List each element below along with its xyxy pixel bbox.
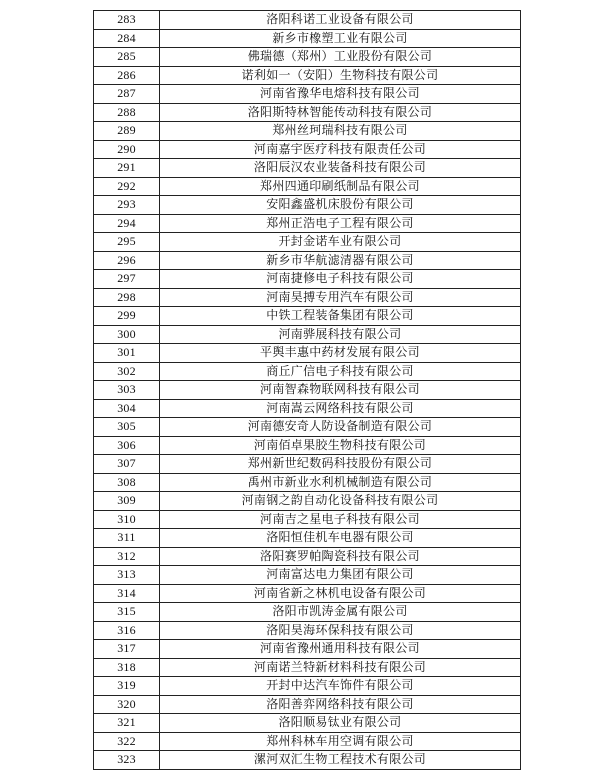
- company-name-cell: 佛瑞德（郑州）工业股份有限公司: [160, 48, 521, 67]
- row-number-cell: 297: [94, 270, 160, 289]
- company-name-cell: 郑州四通印刷纸制品有限公司: [160, 177, 521, 196]
- table-row: [94, 11, 521, 30]
- row-number-cell: 286: [94, 66, 160, 85]
- company-name-cell: 新乡市橡塑工业有限公司: [160, 29, 521, 48]
- company-name-cell: 河南智森物联网科技有限公司: [160, 381, 521, 400]
- company-name-cell: 洛阳辰汉农业装备科技有限公司: [160, 159, 521, 178]
- row-number-cell: 289: [94, 122, 160, 141]
- company-name-cell: 洛阳善弈网络科技有限公司: [160, 695, 521, 714]
- row-number-cell: 308: [94, 473, 160, 492]
- row-number-cell: 283: [94, 11, 160, 30]
- table-row: [94, 159, 521, 178]
- company-name-cell: 诺利如一（安阳）生物科技有限公司: [160, 66, 521, 85]
- company-name-cell: 河南富达电力集团有限公司: [160, 566, 521, 585]
- company-name-cell: 洛阳赛罗帕陶瓷科技有限公司: [160, 547, 521, 566]
- table-row: [94, 344, 521, 363]
- company-name-cell: 河南骅展科技有限公司: [160, 325, 521, 344]
- row-number-cell: 293: [94, 196, 160, 215]
- row-number-cell: 294: [94, 214, 160, 233]
- row-number-cell: 303: [94, 381, 160, 400]
- company-name-cell: 河南诺兰特新材料科技有限公司: [160, 658, 521, 677]
- table-row: [94, 751, 521, 770]
- table-row: [94, 362, 521, 381]
- row-number-cell: 301: [94, 344, 160, 363]
- company-name-cell: 漯河双汇生物工程技术有限公司: [160, 751, 521, 770]
- company-name-cell: 平舆丰惠中药材发展有限公司: [160, 344, 521, 363]
- company-name-cell: 河南嘉宇医疗科技有限责任公司: [160, 140, 521, 159]
- row-number-cell: 323: [94, 751, 160, 770]
- table-row: [94, 584, 521, 603]
- company-name-cell: 洛阳市凯涛金属有限公司: [160, 603, 521, 622]
- company-name-cell: 河南吉之星电子科技有限公司: [160, 510, 521, 529]
- row-number-cell: 317: [94, 640, 160, 659]
- table-row: [94, 399, 521, 418]
- table-row: [94, 233, 521, 252]
- table-row: [94, 140, 521, 159]
- row-number-cell: 295: [94, 233, 160, 252]
- company-name-cell: 郑州科林车用空调有限公司: [160, 732, 521, 751]
- company-name-cell: 洛阳昊海环保科技有限公司: [160, 621, 521, 640]
- table-row: [94, 455, 521, 474]
- row-number-cell: 302: [94, 362, 160, 381]
- table-row: [94, 566, 521, 585]
- table-row: [94, 177, 521, 196]
- table-row: [94, 270, 521, 289]
- company-name-cell: 河南钢之韵自动化设备科技有限公司: [160, 492, 521, 511]
- table-row: [94, 29, 521, 48]
- table-row: [94, 436, 521, 455]
- company-name-cell: 河南省豫华电熔科技有限公司: [160, 85, 521, 104]
- table-row: [94, 251, 521, 270]
- table-row: [94, 492, 521, 511]
- row-number-cell: 320: [94, 695, 160, 714]
- row-number-cell: 299: [94, 307, 160, 326]
- row-number-cell: 290: [94, 140, 160, 159]
- row-number-cell: 314: [94, 584, 160, 603]
- table-row: [94, 381, 521, 400]
- row-number-cell: 311: [94, 529, 160, 548]
- table-row: [94, 103, 521, 122]
- row-number-cell: 300: [94, 325, 160, 344]
- table-row: [94, 418, 521, 437]
- row-number-cell: 306: [94, 436, 160, 455]
- row-number-cell: 285: [94, 48, 160, 67]
- company-name-cell: 洛阳科诺工业设备有限公司: [160, 11, 521, 30]
- row-number-cell: 321: [94, 714, 160, 733]
- table-row: [94, 529, 521, 548]
- table-body: [94, 11, 521, 770]
- table-row: [94, 214, 521, 233]
- company-name-cell: 新乡市华航滤清器有限公司: [160, 251, 521, 270]
- table-row: [94, 714, 521, 733]
- table-row: [94, 547, 521, 566]
- company-name-cell: 郑州正浩电子工程有限公司: [160, 214, 521, 233]
- table-row: [94, 603, 521, 622]
- company-name-cell: 河南省豫州通用科技有限公司: [160, 640, 521, 659]
- table-row: [94, 196, 521, 215]
- row-number-cell: 304: [94, 399, 160, 418]
- company-name-cell: 河南德安奇人防设备制造有限公司: [160, 418, 521, 437]
- row-number-cell: 305: [94, 418, 160, 437]
- company-name-cell: 河南捷修电子科技有限公司: [160, 270, 521, 289]
- company-name-cell: 开封金诺车业有限公司: [160, 233, 521, 252]
- company-list-table-wrapper: [93, 10, 520, 770]
- company-name-cell: 河南嵩云网络科技有限公司: [160, 399, 521, 418]
- company-name-cell: 河南省新之林机电设备有限公司: [160, 584, 521, 603]
- company-name-cell: 商丘广信电子科技有限公司: [160, 362, 521, 381]
- table-row: [94, 48, 521, 67]
- row-number-cell: 313: [94, 566, 160, 585]
- table-row: [94, 66, 521, 85]
- table-row: [94, 677, 521, 696]
- table-row: [94, 640, 521, 659]
- company-name-cell: 安阳鑫盛机床股份有限公司: [160, 196, 521, 215]
- row-number-cell: 318: [94, 658, 160, 677]
- company-name-cell: 中铁工程装备集团有限公司: [160, 307, 521, 326]
- row-number-cell: 292: [94, 177, 160, 196]
- table-row: [94, 510, 521, 529]
- company-name-cell: 洛阳恒佳机车电器有限公司: [160, 529, 521, 548]
- company-name-cell: 洛阳斯特林智能传动科技有限公司: [160, 103, 521, 122]
- table-row: [94, 658, 521, 677]
- row-number-cell: 312: [94, 547, 160, 566]
- company-name-cell: 郑州新世纪数码科技股份有限公司: [160, 455, 521, 474]
- table-row: [94, 122, 521, 141]
- row-number-cell: 284: [94, 29, 160, 48]
- table-row: [94, 621, 521, 640]
- table-row: [94, 307, 521, 326]
- row-number-cell: 322: [94, 732, 160, 751]
- row-number-cell: 291: [94, 159, 160, 178]
- table-row: [94, 695, 521, 714]
- row-number-cell: 287: [94, 85, 160, 104]
- company-name-cell: 河南昊搏专用汽车有限公司: [160, 288, 521, 307]
- row-number-cell: 319: [94, 677, 160, 696]
- table-row: [94, 85, 521, 104]
- company-list-table: [93, 10, 521, 770]
- table-row: [94, 473, 521, 492]
- row-number-cell: 296: [94, 251, 160, 270]
- company-name-cell: 洛阳顺易钛业有限公司: [160, 714, 521, 733]
- row-number-cell: 315: [94, 603, 160, 622]
- company-name-cell: 开封中达汽车饰件有限公司: [160, 677, 521, 696]
- row-number-cell: 298: [94, 288, 160, 307]
- company-name-cell: 郑州丝珂瑞科技有限公司: [160, 122, 521, 141]
- company-name-cell: 禹州市新业水利机械制造有限公司: [160, 473, 521, 492]
- row-number-cell: 310: [94, 510, 160, 529]
- row-number-cell: 309: [94, 492, 160, 511]
- row-number-cell: 288: [94, 103, 160, 122]
- table-row: [94, 325, 521, 344]
- table-row: [94, 732, 521, 751]
- company-name-cell: 河南佰卓果胶生物科技有限公司: [160, 436, 521, 455]
- table-row: [94, 288, 521, 307]
- row-number-cell: 316: [94, 621, 160, 640]
- row-number-cell: 307: [94, 455, 160, 474]
